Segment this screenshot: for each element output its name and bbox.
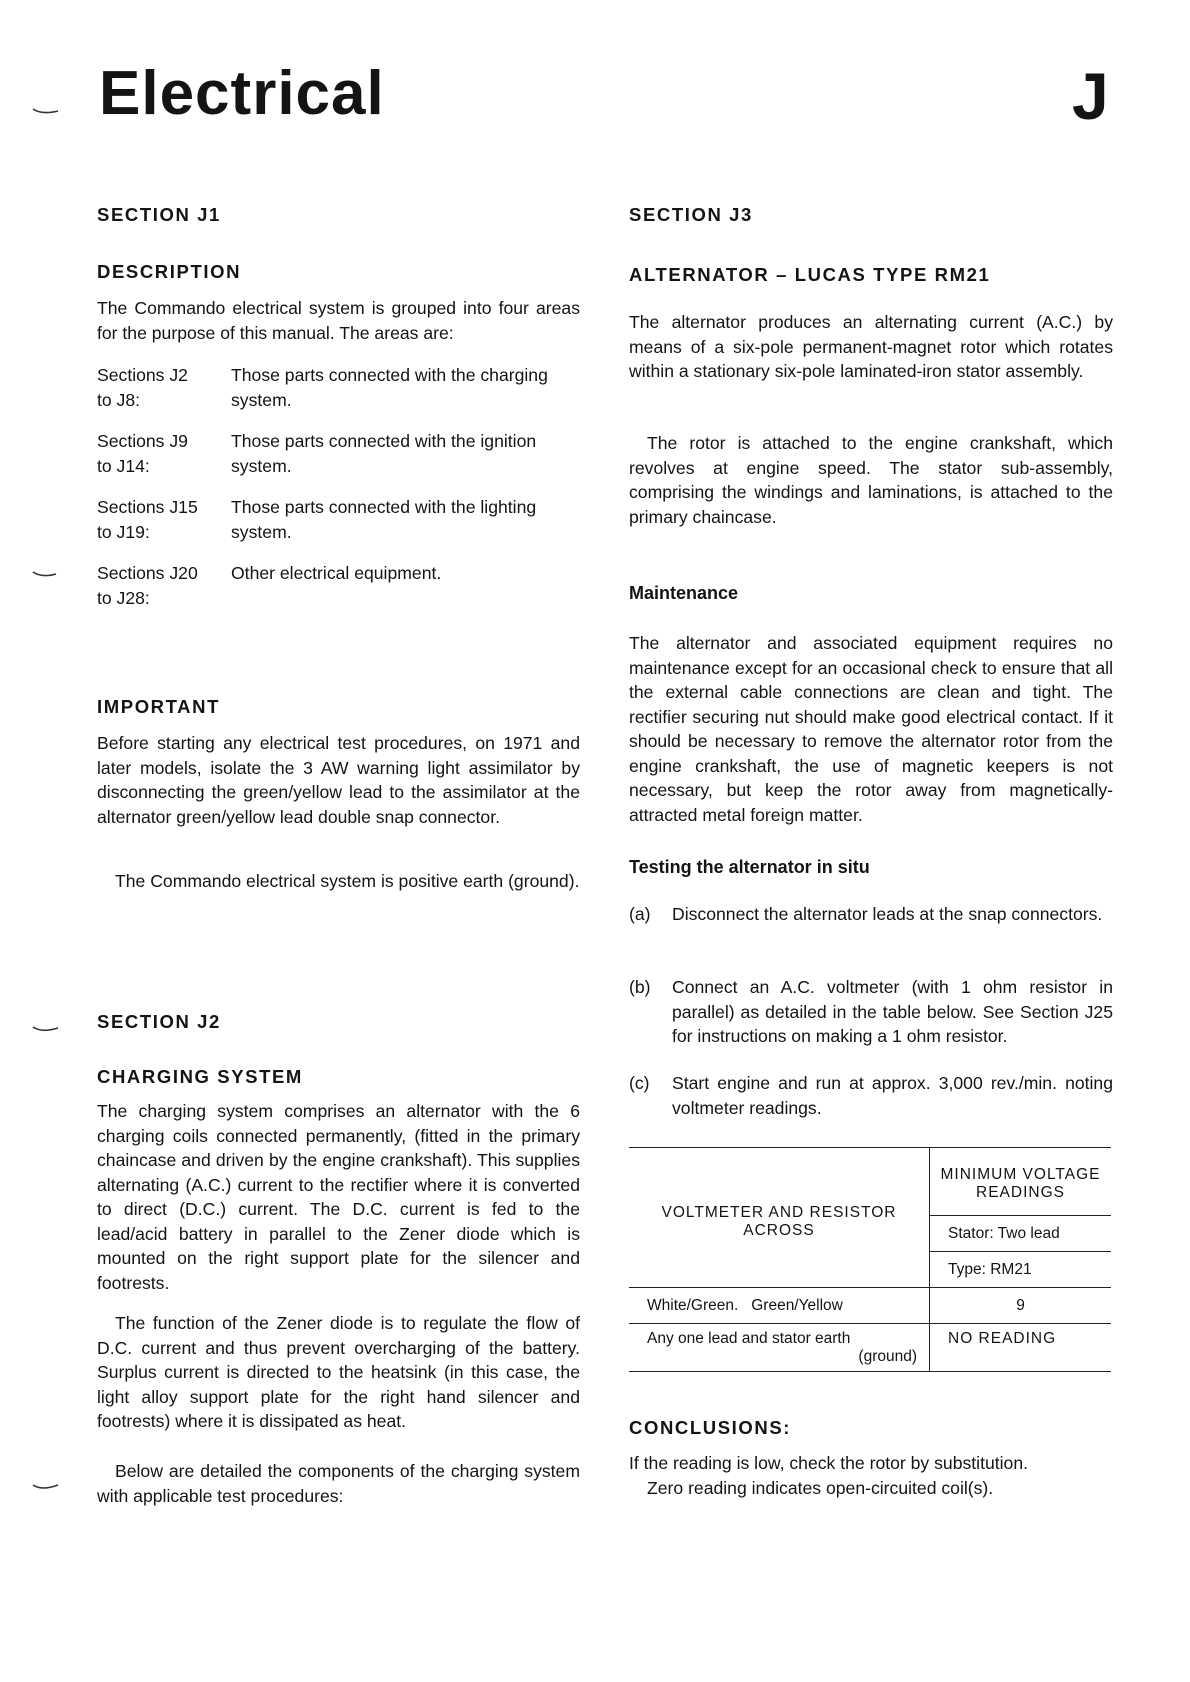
charging-para-1: The charging system comprises an alternator with the 6 charging coils connected permanently, (fitted in the primary chaincase and driven by the engine crankshaft). This supplies alternating (A.C.) current to the rectifier where it is converted to direct (D.C.) current. The D.C. current is fed to the lead/acid battery in parallel to the Zener diode which is mounted on the right support plate for the silencer and footrests. [97, 1101, 580, 1293]
maintenance-text: The alternator and associated equipment requires no maintenance except for an occasional check to ensure that all the external cable connections are clean and tight. The rectifier securing nut should make good electrical contact. If it should be necessary to remove the alternator rotor from the engine crankshaft, the use of magnetic keepers is not necessary, but keep the rotor away from magnetically-attracted metal foreign matter. [629, 633, 1113, 825]
important-text: Before starting any electrical test procedures, on 1971 and later models, isolate the 3 AW warning light assimilator by disconnecting the green/yellow lead to the assimilator at the alternator green/yellow lead double snap connector. [97, 733, 580, 827]
charging-system-heading: CHARGING SYSTEM [97, 1066, 303, 1087]
section-j3-heading: SECTION J3 [629, 204, 753, 225]
conclusions-heading: CONCLUSIONS: [629, 1417, 792, 1438]
maintenance-heading: Maintenance [629, 583, 739, 603]
table-row: Any one lead and stator earth (ground) NO READING [629, 1324, 1111, 1372]
page-title: Electrical [99, 59, 385, 128]
alternator-para-2: The rotor is attached to the engine crankshaft, which revolves at engine speed. The stator sub-assembly, comprising the windings and laminations, is attached to the primary chaincase. [629, 433, 1113, 527]
table-type-label: Type: RM21 [930, 1252, 1112, 1288]
description-intro: The Commando electrical system is grouped into four areas for the purpose of this manual. The areas are: [97, 298, 580, 343]
table-header-across: VOLTMETER AND RESISTOR ACROSS [629, 1148, 930, 1288]
table-header-readings: MINIMUM VOLTAGE READINGS [930, 1148, 1112, 1216]
section-j1-heading: SECTION J1 [97, 204, 221, 225]
binder-mark-icon [32, 1483, 60, 1491]
earth-text: The Commando electrical system is positive earth (ground). [115, 871, 580, 891]
important-heading: IMPORTANT [97, 696, 220, 717]
description-heading: DESCRIPTION [97, 261, 242, 282]
binder-mark-icon [32, 107, 60, 115]
alternator-heading: ALTERNATOR – LUCAS TYPE RM21 [629, 264, 991, 285]
voltage-readings-table [629, 1147, 1111, 1372]
table-stator-label: Stator: Two lead [930, 1216, 1112, 1252]
charging-para-3: Below are detailed the components of the charging system with applicable test procedures: [97, 1461, 580, 1506]
testing-heading: Testing the alternator in situ [629, 857, 870, 877]
section-j2-heading: SECTION J2 [97, 1011, 221, 1032]
conclusions-text: If the reading is low, check the rotor by substitution. Zero reading indicates open-circuited coil(s). [629, 1453, 1029, 1498]
alternator-para-1: The alternator produces an alternating current (A.C.) by means of a six-pole permanent-magnet rotor which rotates within a stationary six-pole laminated-iron stator assembly. [629, 312, 1113, 381]
table-row: White/Green. Green/Yellow 9 [629, 1288, 1111, 1324]
chapter-letter: J [1072, 59, 1109, 133]
binder-mark-icon [32, 1025, 60, 1033]
binder-mark-icon [32, 570, 60, 578]
charging-para-2: The function of the Zener diode is to regulate the flow of D.C. current and thus prevent overcharging of the battery. Surplus current is directed to the heatsink (in this case, the light alloy support plate for the right hand silencer and footrests) where it is dissipated as heat. [97, 1313, 580, 1431]
